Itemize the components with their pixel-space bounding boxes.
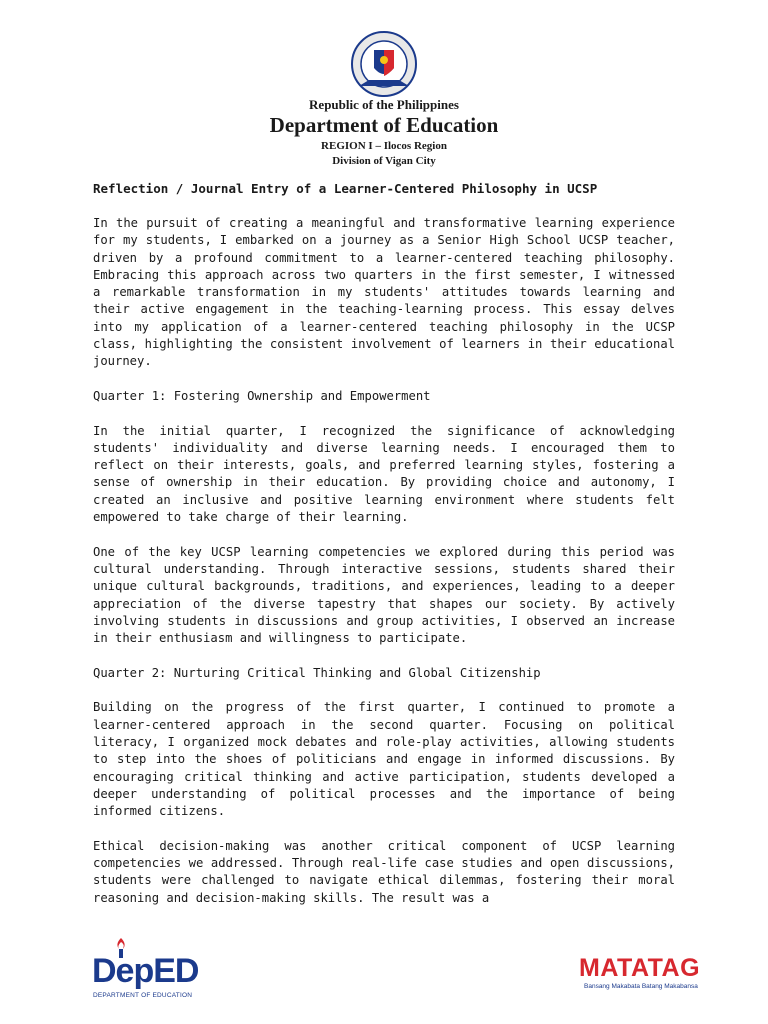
deped-seal-icon — [345, 30, 423, 98]
paragraph-quarter-2: Building on the progress of the first quarter, I continued to promote a learner-centered approach in the second quarter. Focusing on political literacy, I organized mock debates and role-play activities, allowing students to step into the shoes of politicians and engage in informed discussions. By encouraging critical thinking and active participation, students developed a deeper understanding of political processes and the importance of being informed citizens. — [93, 700, 675, 819]
document-title: Reflection / Journal Entry of a Learner-Centered Philosophy in UCSP — [93, 181, 598, 196]
deped-logo-subtitle: DEPARTMENT OF EDUCATION — [93, 992, 193, 999]
header-region: REGION I – Ilocos Region — [321, 140, 447, 152]
paragraph-cultural-understanding: One of the key UCSP learning competencies we explored during this period was cultural understanding. Through interactive sessions, students shared their unique cultural backgrounds, traditions, and experiences, leading to a deeper appreciation of the diverse tapestry that shapes our society. By actively involving students in discussions and group activities, I observed an increase in their enthusiasm and willingness to participate. — [93, 544, 675, 646]
header-division: Division of Vigan City — [332, 155, 436, 167]
subheading-quarter-1: Quarter 1: Fostering Ownership and Empowerment — [93, 388, 431, 403]
document-body — [93, 215, 675, 924]
deped-logo: DepED — [92, 952, 199, 990]
header-republic: Republic of the Philippines — [309, 97, 459, 112]
matatag-logo: MATATAG — [579, 954, 701, 982]
header-department: Department of Education — [269, 113, 499, 137]
paragraph-intro: In the pursuit of creating a meaningful and transformative learning experience for my students, I embarked on a journey as a Senior High School UCSP teacher, driven by a profound commitment to a learner-centered teaching philosophy. Embracing this approach across two quarters in the first semester, I witnessed a remarkable transformation in my students' attitudes towards learning and their active engagement in the teaching-learning process. This essay delves into my application of a learner-centered teaching philosophy in the UCSP class, highlighting the consistent involvement of learners in their educational journey. — [93, 216, 675, 369]
paragraph-ethical-decision-making: Ethical decision-making was another critical component of UCSP learning competencies we addressed. Through real-life case studies and open discussions, students were challenged to navigate ethical dilemmas, fostering their moral reasoning and decision-making skills. The result was a — [93, 838, 675, 905]
subheading-quarter-2: Quarter 2: Nurturing Critical Thinking and Global Citizenship — [93, 665, 541, 680]
paragraph-quarter-1: In the initial quarter, I recognized the significance of acknowledging students' individuality and diverse learning needs. I encouraged them to reflect on their interests, goals, and preferred learning styles, fostering a sense of ownership in their education. By providing choice and autonomy, I created an inclusive and positive learning environment where students felt empowered to take charge of their learning. — [93, 423, 675, 525]
matatag-logo-subtitle: Bansang Makabata Batang Makabansa — [584, 983, 698, 990]
